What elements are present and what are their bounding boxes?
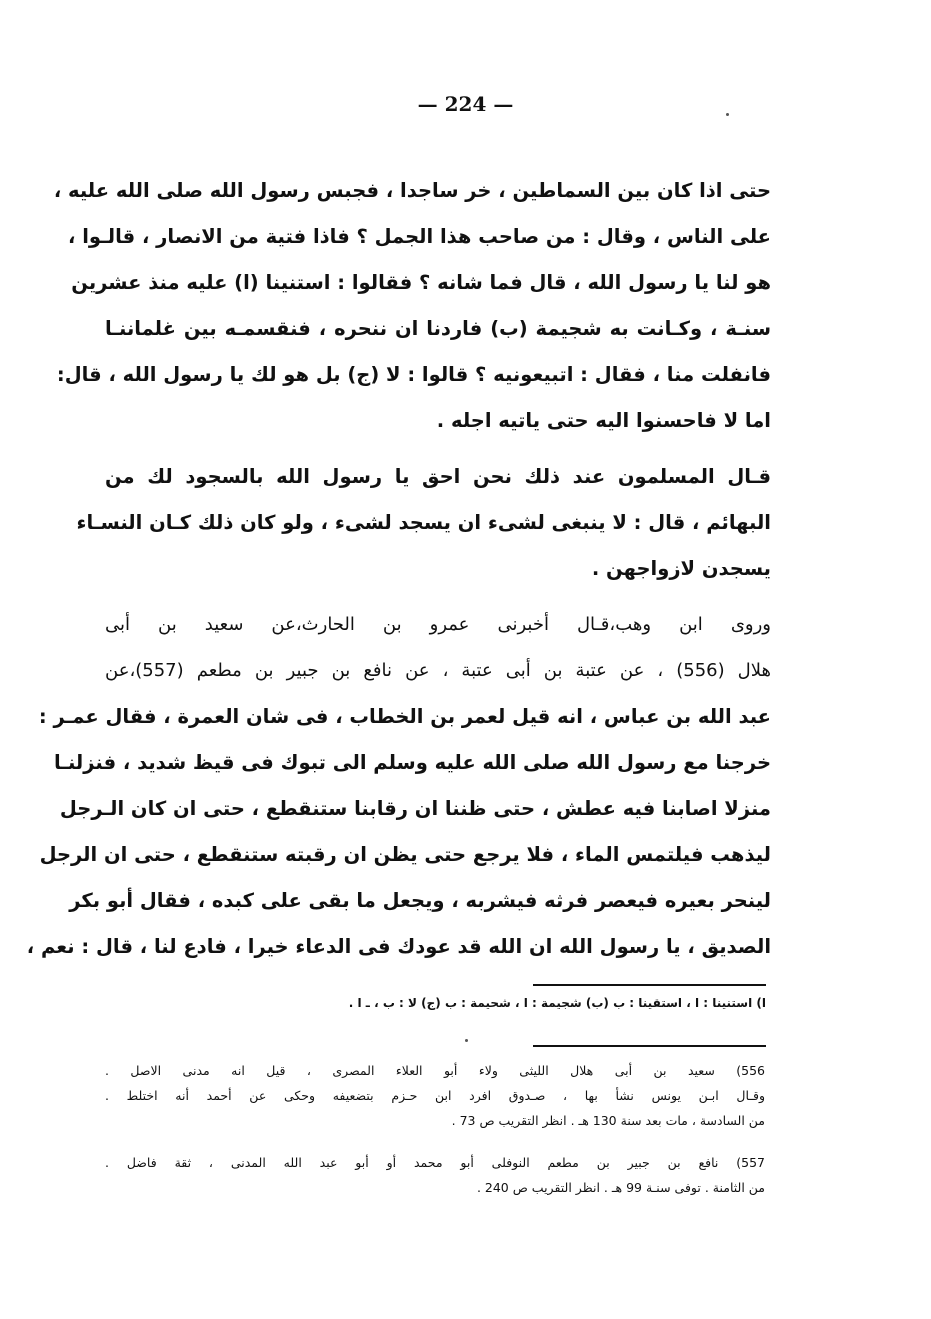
text-line: البهائم ، قال : لا ينبغى لشىء ان يسجد لشىء ، ولو كان ذلك كـان النسـاء: [76, 511, 771, 534]
text-line: سنـة ، وكـانت به شجيمة (ب) فاردنا ان ننحره ، فنقسمـه بين غلماننـا: [105, 317, 771, 340]
variant-readings-note: ا) استنينا : ا ، استقينا : ب (ب) شجيمة : ا ، شحيمة : ب (ج) لا : ب ، ـ ا .: [348, 996, 766, 1010]
text-line: خرجنا مع رسول الله صلى الله عليه وسلم الى تبوك فى قيظ شديد ، فنزلنـا: [53, 751, 771, 774]
scan-speck: [726, 113, 729, 116]
footnote-gap: [105, 1133, 765, 1150]
paragraph-2: [76, 454, 771, 592]
footnote-line: 556) سعيد بن أبى هلال الليثى ولاء أبو العلاء المصرى ، قيل انه مدنى الاصل .: [105, 1063, 765, 1078]
footnote-line: من السادسة ، مات بعد سنة 130 هـ . انظر التقريب ص 73 .: [451, 1113, 765, 1128]
text-line: عبد الله بن عباس ، انه قيل لعمر بن الخطاب ، فى شان العمرة ، فقال عمـر :: [38, 705, 771, 728]
text-line: منزلا اصابنا فيه عطش ، حتى ظننا ان رقابنا ستنقطع ، حتى ان كان الـرجل: [59, 797, 771, 820]
text-line: ليذهب فيلتمس الماء ، فلا يرجع حتى يظن ان رقبته ستنقطع ، حتى ان الرجل: [39, 843, 771, 866]
text-line: هو لنا يا رسول الله ، قال فما شانه ؟ فقالوا : استنينا (ا) عليه منذ عشرين: [71, 271, 771, 294]
text-line: اما لا فاحسنوا اليه حتى ياتيه اجله .: [436, 409, 771, 432]
text-line: فانفلت منا ، فقال : اتبيعونيه ؟ قالوا : لا (ج) بل هو لك يا رسول الله ، قال:: [56, 363, 771, 386]
footnote-line: 557) نافع بن جبير بن مطعم النوفلى أبو محمد أو أبو عبد الله المدنى ، ثقة فاضل .: [105, 1155, 765, 1170]
scan-speck: [465, 1039, 468, 1042]
footnote-divider: [533, 984, 766, 986]
footnote-line: من الثامنة . توفى سنـة 99 هـ . انظر التقريب ص 240 .: [476, 1180, 765, 1195]
paragraph-1: [53, 168, 771, 444]
text-line: يسجدن لازواجهن .: [591, 557, 771, 580]
text-line: حتى اذا كان بين السماطين ، خر ساجدا ، فجبس رسول الله صلى الله عليه ،: [53, 179, 771, 202]
text-line: لينحر بعيره فيعصر فرثه فيشربه ، ويجعل ما بقى على كبده ، فقال أبو بكر: [69, 889, 771, 912]
text-line: وروى ابن وهب،قـال أخبرنى عمرو بن الحارث،عن سعيد بن أبى: [105, 614, 771, 635]
paragraph-3: [26, 602, 771, 970]
footnotes: [105, 1058, 765, 1200]
footnote-divider: [533, 1045, 766, 1047]
text-line: قـال المسلمون عند ذلك نحن احق يا رسول الله بالسجود لك من: [105, 465, 771, 488]
text-line: هلال (556) ، عن عتبة بن أبى عتبة ، عن نافع بن جبير بن مطعم (557)،عن: [105, 660, 771, 681]
text-line: الصديق ، يا رسول الله ان الله قد عودك فى الدعاء خيرا ، فادع لنا ، قال : نعم ،: [26, 935, 771, 958]
page-number: — 224 —: [417, 92, 514, 116]
footnote-line: وقـال ابـن يونس نشأ بها ، صـدوق افرد ابن حـزم بتضعيفه وحكى عن أحمد أنه اختلط .: [105, 1088, 765, 1103]
text-line: على الناس ، وقال : من صاحب هذا الجمل ؟ فاذا فتية من الانصار ، قالـوا ،: [68, 225, 771, 248]
